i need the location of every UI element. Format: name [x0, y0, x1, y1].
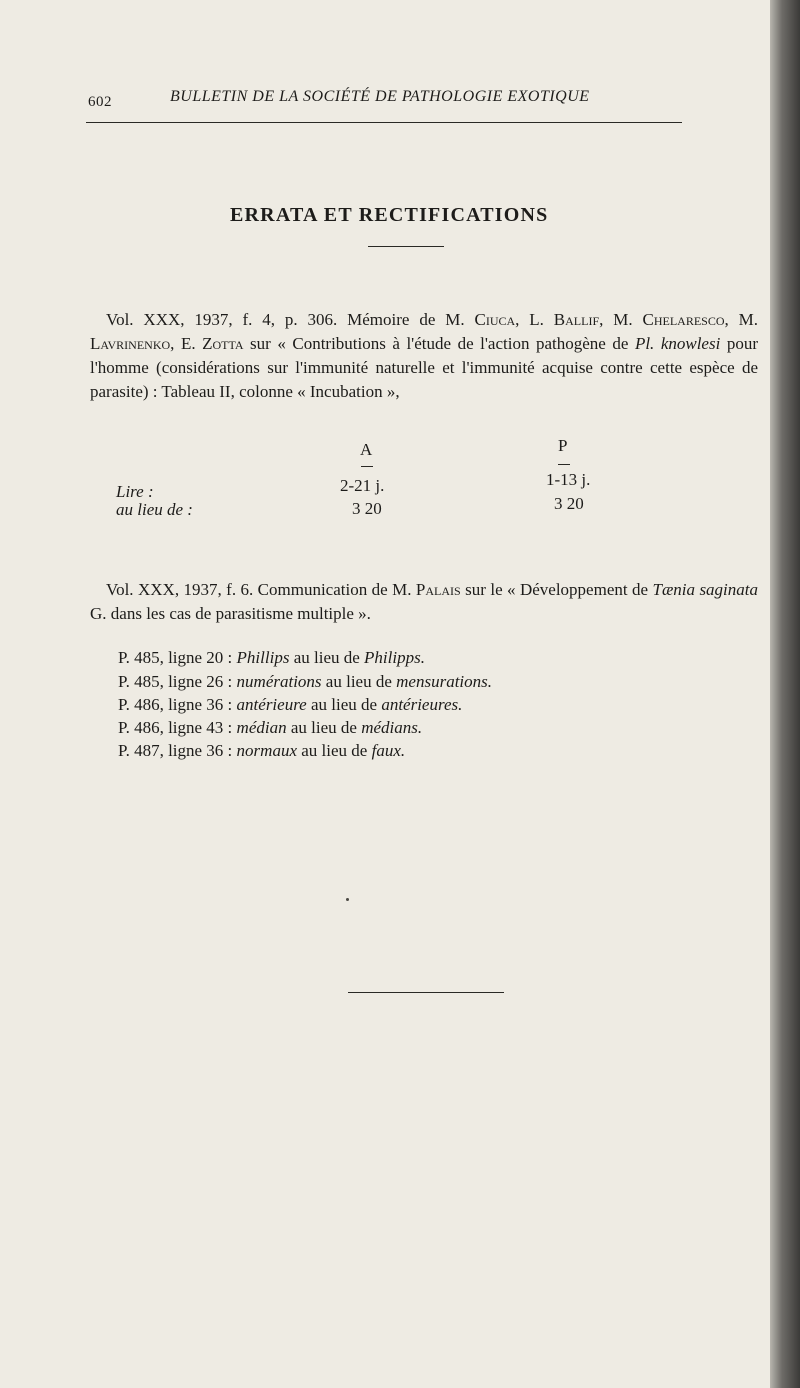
running-title: BULLETIN DE LA SOCIÉTÉ DE PATHOLOGIE EXOTIQUE	[170, 88, 590, 105]
column-dash	[361, 466, 373, 467]
correct-word: médian	[236, 718, 287, 737]
column-header-a: A	[360, 440, 373, 459]
correction-ref: P. 486, ligne 36 :	[118, 695, 237, 714]
erratum-1-text: sur « Contributions à l'étude de l'action pathogène de	[243, 334, 635, 353]
erratum-1-reference: Vol. XXX, 1937, f. 4, p. 306. Mémoire de M.	[106, 310, 465, 329]
correction-ref: P. 487, ligne 36 :	[118, 741, 237, 760]
erratum-1-text: pour l'homme (considérations sur l'immunité naturelle et l'immunité acquise contre cette espèce de parasite) : Tableau II, colonne « Incubation »,	[90, 334, 758, 401]
header-rule	[86, 122, 682, 123]
page-number: 602	[88, 94, 112, 110]
separator: , E.	[170, 334, 196, 353]
correction-connector: au lieu de	[306, 695, 382, 714]
value-instead-a: 3 20	[352, 499, 382, 518]
correction-ref: P. 486, ligne 43 :	[118, 718, 237, 737]
correct-word: antérieure	[236, 695, 307, 714]
value-read-p: 1-13 j.	[546, 470, 591, 489]
erratum-paragraph-1	[90, 308, 758, 404]
page-gutter-shadow	[770, 0, 800, 1388]
value-instead-p: 3 20	[554, 494, 584, 513]
erratum-2-text: G. dans les cas de parasitisme multiple ».	[90, 604, 371, 623]
wrong-word: antérieures.	[381, 695, 463, 714]
correction-line	[118, 695, 462, 715]
separator: , M.	[599, 310, 633, 329]
page-title: ERRATA ET RECTIFICATIONS	[230, 204, 549, 226]
correction-connector: au lieu de	[289, 648, 365, 667]
correction-connector: au lieu de	[297, 741, 372, 760]
correction-connector: au lieu de	[286, 718, 362, 737]
correction-line	[118, 741, 405, 761]
author-name: Chelaresco	[642, 310, 725, 329]
title-rule	[368, 246, 444, 247]
wrong-word: faux.	[371, 741, 406, 760]
correction-line	[118, 648, 425, 668]
species-name: Tænia saginata	[652, 580, 759, 599]
wrong-word: Philipps.	[364, 648, 425, 667]
column-dash	[558, 464, 570, 465]
end-rule	[348, 992, 504, 993]
separator: , L.	[515, 310, 544, 329]
correction-line	[118, 718, 422, 738]
author-name: Zotta	[202, 334, 244, 353]
column-header-p: P	[558, 436, 568, 455]
correct-word: Phillips	[236, 648, 290, 667]
erratum-2-reference: Vol. XXX, 1937, f. 6. Communication de M.	[106, 580, 412, 599]
correct-word: normaux	[236, 741, 297, 760]
species-name: Pl. knowlesi	[634, 334, 721, 353]
correct-word: numérations	[236, 672, 322, 691]
value-read-a: 2-21 j.	[340, 476, 385, 495]
correction-connector: au lieu de	[321, 672, 397, 691]
print-speck	[346, 898, 349, 901]
erratum-paragraph-2	[90, 578, 758, 626]
correction-ref: P. 485, ligne 26 :	[118, 672, 237, 691]
erratum-2-text: sur le « Développement de	[460, 580, 653, 599]
correction-line	[118, 672, 492, 692]
row-label-instead: au lieu de :	[116, 500, 193, 519]
author-name: Lavrinenko	[90, 334, 171, 353]
wrong-word: mensurations.	[396, 672, 493, 691]
wrong-word: médians.	[361, 718, 423, 737]
author-name: Ballif	[553, 310, 600, 329]
correction-ref: P. 485, ligne 20 :	[118, 648, 237, 667]
author-name: Palais	[415, 580, 461, 599]
author-name: Ciuca	[474, 310, 516, 329]
row-label-read: Lire :	[116, 482, 154, 501]
separator: , M.	[724, 310, 759, 329]
